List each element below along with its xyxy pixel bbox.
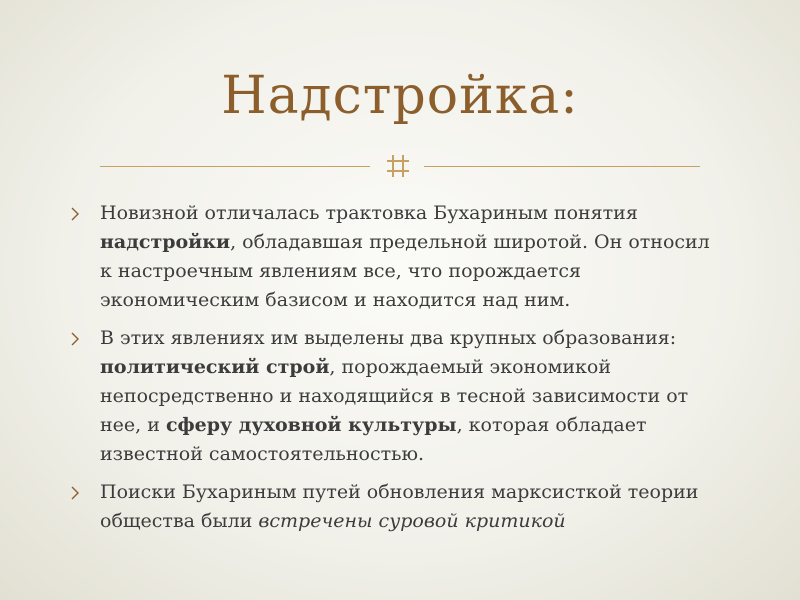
item-text: , порождаемый экономикой непосредственно и находящийся в тесной зависимости от нее, и	[100, 356, 689, 436]
item-text: Поиски Бухариным путей обновления марксисткой теории общества были	[100, 481, 699, 532]
list-item	[70, 478, 710, 536]
chevron-bullet-icon	[70, 206, 80, 222]
item-term: сферу духовной культуры	[165, 414, 457, 436]
item-text: , обладавшая предельной широтой. Он относил к настроечным явлениям все, что порождается экономическим базисом и находится над ним.	[100, 231, 710, 311]
item-text: Новизной отличалась трактовка Бухариным понятия	[100, 202, 638, 224]
chevron-bullet-icon	[70, 485, 80, 501]
item-emphasis: встречены суровой критикой	[258, 510, 566, 532]
chevron-bullet-icon	[70, 331, 80, 347]
divider-line-left	[100, 166, 370, 167]
ornament-icon	[384, 152, 412, 180]
item-term: надстройки	[100, 231, 231, 253]
slide-title: Надстройка:	[221, 66, 579, 126]
divider-line-right	[424, 166, 700, 167]
bullet-list	[70, 199, 710, 545]
item-text: В этих явлениях им выделены два крупных образования:	[100, 327, 677, 349]
title-divider	[100, 150, 700, 182]
item-text: , которая обладает известной самостоятельностью.	[100, 414, 647, 465]
item-term: политический строй	[100, 356, 330, 378]
list-item	[70, 199, 710, 315]
list-item	[70, 324, 710, 469]
